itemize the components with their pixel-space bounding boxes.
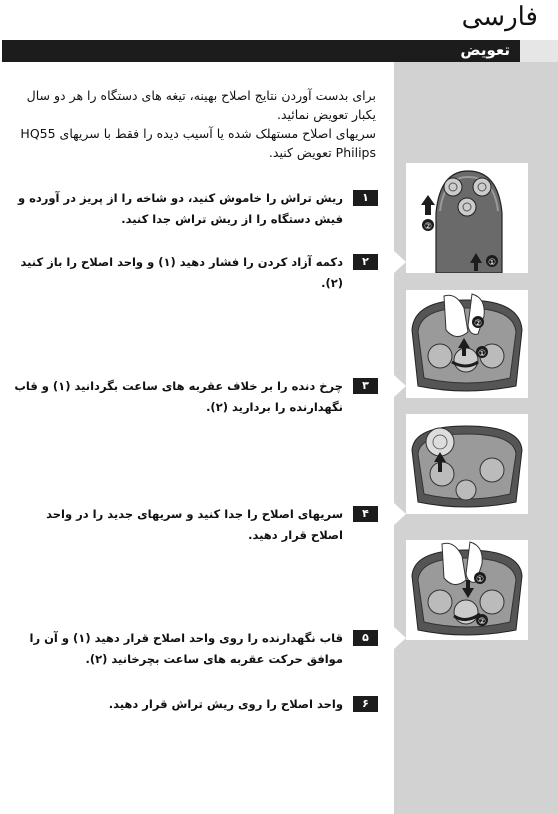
intro-paragraph-1: برای بدست آوردن نتایج اصلاح بهینه، تیغه های دستگاه را هر دو سال یکبار تعویض نمائید. (26, 88, 376, 122)
step-number: ۲ (353, 254, 378, 270)
language-label: فارسی (461, 2, 538, 32)
figure-1 (406, 163, 528, 273)
step-number: ۶ (353, 696, 378, 712)
step-text: واحد اصلاح را روی ریش تراش قرار دهید. (108, 697, 343, 711)
step-number: ۴ (353, 506, 378, 522)
shaver-illustration (406, 163, 528, 273)
pointer-arrow (394, 375, 406, 397)
retaining-frame-illustration (406, 540, 528, 640)
pointer-arrow (394, 251, 406, 273)
intro-text (4, 86, 376, 162)
step-text: دکمه آزاد کردن را فشار دهید (۱) و واحد اصلاح را باز کنید (۲). (20, 255, 343, 290)
callout-1: ① (487, 258, 497, 268)
step-text: سریهای اصلاح را جدا کنید و سریهای جدید را در واحد اصلاح قرار دهید. (46, 507, 343, 542)
section-title: تعویض (460, 41, 510, 59)
step-text: ریش تراش را خاموش کنید، دو شاخه را از پریز در آورده و فیش دستگاه را از ریش تراش جدا کنید. (17, 191, 343, 226)
callout-2: ② (477, 617, 487, 627)
shaving-unit-gear-illustration (406, 290, 528, 398)
step-number: ۳ (353, 378, 378, 394)
pointer-arrow (394, 627, 406, 649)
section-header-bar (2, 40, 520, 62)
callout-1: ① (475, 575, 485, 585)
step-number: ۵ (353, 630, 378, 646)
step-text: چرخ دنده را بر خلاف عقربه های ساعت بگردانید (۱) و قاب نگهدارنده را بردارید (۲). (14, 379, 343, 414)
callout-2: ② (473, 319, 483, 329)
figure-4 (406, 540, 528, 640)
figure-3 (406, 414, 528, 514)
callout-2: ② (423, 222, 433, 232)
step-text: قاب نگهدارنده را روی واحد اصلاح قرار دهید (۱) و آن را موافق حرکت عقربه های ساعت بچرخانید (۲). (29, 631, 343, 666)
header-tab (520, 40, 558, 62)
intro-paragraph-2: سریهای اصلاح مستهلک شده یا آسیب دیده را فقط با سریهای HQ55 Philips تعویض کنید. (20, 126, 376, 160)
pointer-arrow (394, 503, 406, 525)
figure-2 (406, 290, 528, 398)
step-number: ۱ (353, 190, 378, 206)
remove-heads-illustration (406, 414, 528, 514)
callout-1: ① (477, 349, 487, 359)
